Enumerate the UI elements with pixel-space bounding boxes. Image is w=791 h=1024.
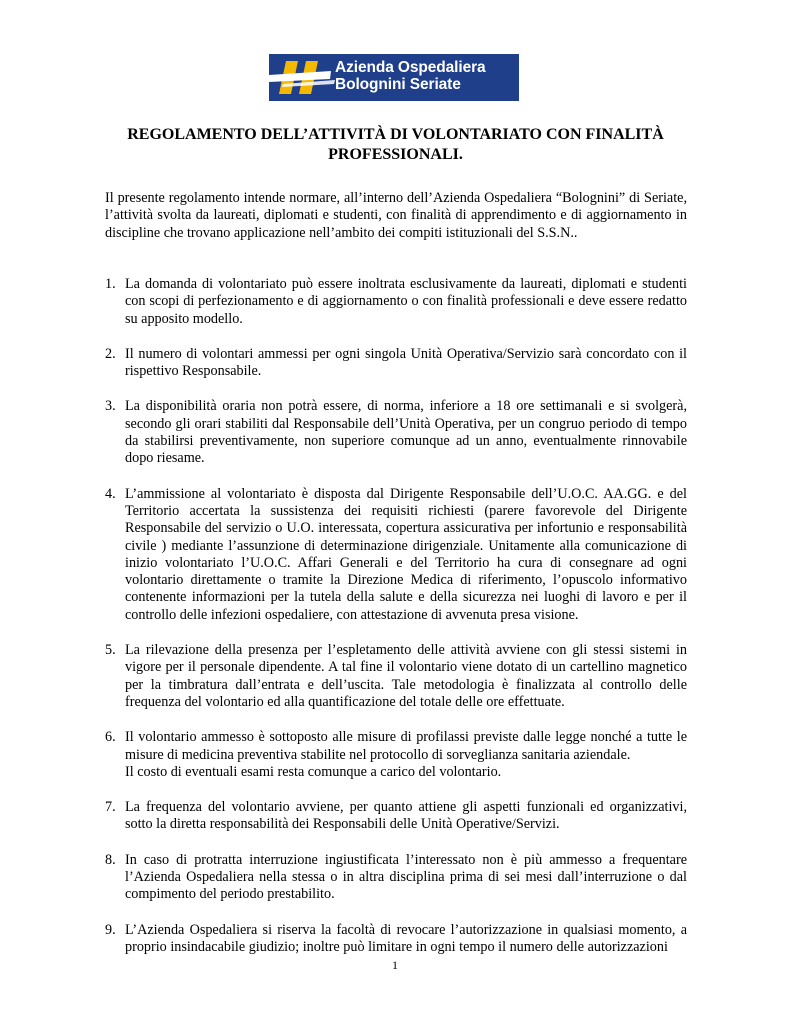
list-item [105,398,687,467]
item-number: 5. [105,642,116,659]
title-line-2: PROFESSIONALI. [328,146,463,163]
list-item [105,642,687,711]
document-title [100,125,691,165]
item-text-extra: Il costo di eventuali esami resta comunque a carico del volontario. [125,763,502,780]
item-number: 9. [105,921,116,938]
list-item [105,486,687,624]
intro-paragraph: Il presente regolamento intende normare, all’interno dell’Azienda Ospedaliera “Bolognini” di Seriate, l’attività svolta da laureati, diplomati e studenti, con finalità di apprendimento e di aggiornamento in discipline che trovano applicazione nell’ambito dei compiti istituzionali del S.S.N.. [105,190,687,241]
hospital-logo [269,54,519,101]
list-item [105,729,687,781]
list-item [105,799,687,834]
item-text: La rilevazione della presenza per l’espletamento delle attività avviene con gli stessi sistemi in vigore per il personale dipendente. A tal fine il volontario viene dotato di un cartellino magnetico per la timbratura dall’entrata e dell’uscita. Tale metodologia è finalizzata al controllo delle frequenza del volontario ed alla quantificazione del totale delle ore effettuate. [125,642,687,710]
item-text: Il numero di volontari ammessi per ogni singola Unità Operativa/Servizio sarà concordato con il rispettivo Responsabile. [125,345,687,380]
item-text: L’Azienda Ospedaliera si riserva la facoltà di revocare l’autorizzazione in qualsiasi momento, a proprio insindacabile giudizio; inoltre può limitare in ogni tempo il numero delle autorizzazioni [125,921,687,955]
item-number: 1. [105,276,116,292]
item-text: In caso di protratta interruzione ingiustificata l’interessato non è più ammesso a frequentare l’Azienda Ospedaliera nella stessa o in altra disciplina prima di sei mesi dall’interruzione o dal compimento del periodo prestabilito. [125,851,687,903]
item-text: Il volontario ammesso è sottoposto alle misure di profilassi previste dalle legge nonché a tutte le misure di medicina preventiva stabilite nel protocollo di sorveglianza sanitaria aziendale. [125,729,687,763]
item-number: 8. [105,851,116,868]
list-item [105,276,687,328]
item-number: 3. [105,398,116,415]
item-text: La frequenza del volontario avviene, per quanto attiene gli aspetti funzionali ed organizzativi, sotto la diretta responsabilità dei Responsabili delle Unità Operative/Servizi. [125,799,687,833]
logo-h-mark-icon [269,54,335,101]
item-number: 4. [105,485,116,502]
list-item [105,346,687,381]
list-item [105,852,687,904]
regulation-list [105,276,687,974]
logo-line-2: Bolognini Seriate [335,76,461,93]
item-number: 2. [105,345,116,362]
logo-line-1: Azienda Ospedaliera [335,59,486,76]
page-number: 1 [392,958,398,972]
item-text: La domanda di volontariato può essere inoltrata esclusivamente da laureati, diplomati e studenti con scopi di perfezionamento e di aggiornamento o con finalità professionali e deve essere redatto su apposito modello. [125,276,687,327]
list-item [105,922,687,957]
item-text: L’ammissione al volontariato è disposta dal Dirigente Responsabile dell’U.O.C. AA.GG. e del Territorio accertata la sussistenza dei requisiti richiesti (parere favorevole del Dirigente Responsabile del servizio o U.O. interessata, copertura assicurativa per infortunio e responsabilità civile ) mediante l’assunzione di determinazione dirigenziale. Unitamente alla comunicazione di inizio volontariato l’U.O.C. Affari Generali e del Territorio ha cura di consegnare ad ogni volontario direttamente o tramite la Direzione Medica di riferimento, l’opuscolo informativo contenente informazioni per la tutela della salute e della sicurezza nei luoghi di lavoro e per il controllo delle infezioni ospedaliere, con attestazione di avvenuta presa visione. [125,485,687,623]
item-number: 6. [105,729,116,746]
logo-text [335,59,486,93]
item-text: La disponibilità oraria non potrà essere, di norma, inferiore a 18 ore settimanali e si svolgerà, secondo gli orari stabiliti dal Responsabile dell’Unità Operativa, per un congruo periodo di tempo da stabilirsi preventivamente, non superiore comunque ad un anno, eventualmente rinnovabile dopo riesame. [125,398,687,467]
item-number: 7. [105,799,116,816]
title-line-1: REGOLAMENTO DELL’ATTIVITÀ DI VOLONTARIATO CON FINALITÀ [127,126,664,143]
